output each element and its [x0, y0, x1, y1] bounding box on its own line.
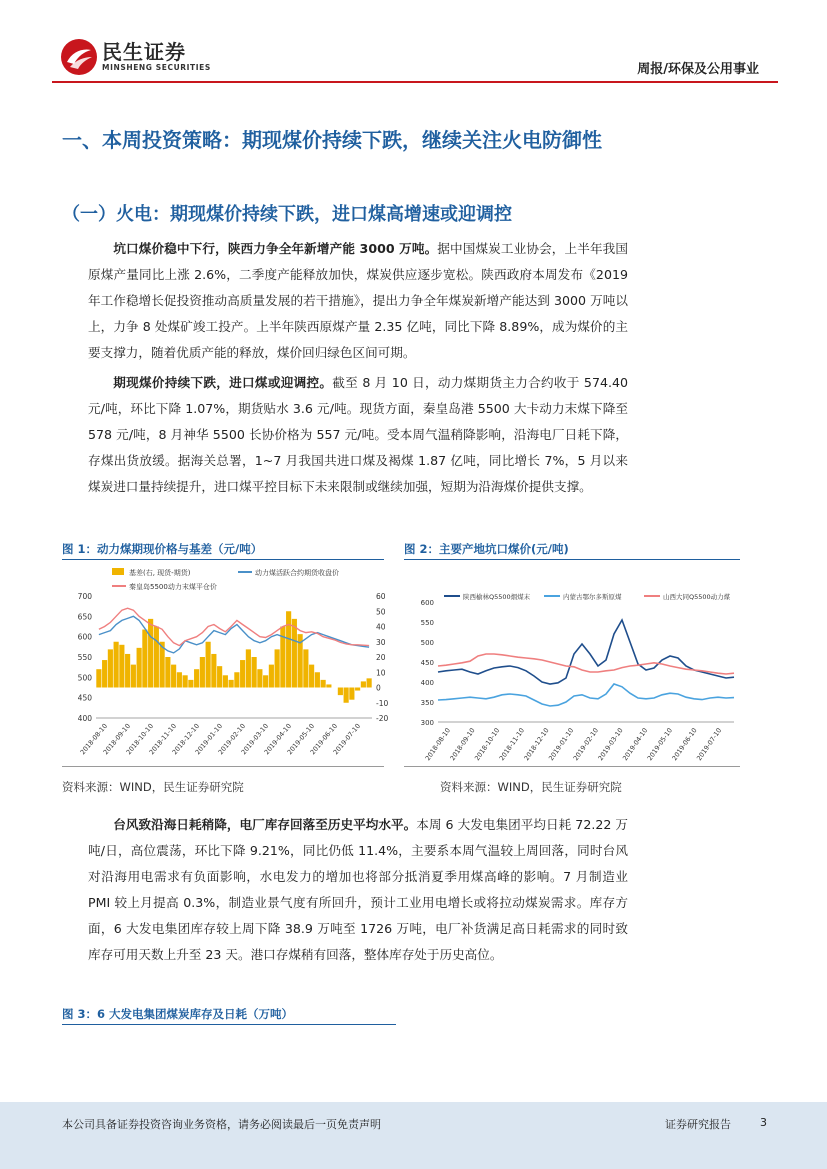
series-line-1: [99, 616, 369, 653]
figure-3-top-rule: [62, 1024, 396, 1025]
basis-bar: [194, 669, 199, 687]
series-line-2: [438, 654, 734, 674]
basis-bar: [171, 665, 176, 688]
logo-text-en: MINSHENG SECURITIES: [102, 63, 211, 72]
right-tick-label: 40: [376, 622, 386, 632]
basis-bar: [234, 672, 239, 687]
figure-1-bottom-rule: [62, 766, 384, 767]
basis-bar: [355, 688, 360, 691]
basis-bar: [246, 649, 251, 687]
y-tick-label: 300: [420, 719, 434, 727]
figure-2-bottom-rule: [404, 766, 740, 767]
x-tick-label: 2019-04-10: [262, 722, 294, 757]
basis-bar: [229, 680, 234, 688]
basis-bar: [142, 630, 147, 688]
basis-bar: [223, 675, 228, 687]
basis-bar: [102, 660, 107, 687]
logo-text-cn: 民生证券: [102, 40, 186, 64]
x-tick-label: 2019-05-10: [645, 726, 674, 762]
basis-bar: [303, 649, 308, 687]
left-tick-label: 400: [77, 714, 92, 723]
x-tick-label: 2019-07-10: [695, 726, 724, 762]
basis-bar: [183, 675, 188, 687]
basis-bar: [217, 666, 222, 687]
right-tick-label: 50: [376, 607, 386, 617]
page-footer: [0, 1102, 827, 1169]
right-tick-label: 30: [376, 637, 386, 647]
figure-1-source: 资料来源：WIND，民生证券研究院: [62, 780, 244, 794]
figure-1-svg: [62, 562, 392, 762]
x-tick-label: 2019-03-10: [596, 726, 625, 762]
legend-label-0: 陕西榆林Q5500烟煤末: [463, 593, 531, 601]
x-tick-label: 2018-08-10: [423, 726, 452, 762]
right-tick-label: 10: [376, 668, 386, 678]
subsection-title: （一）火电：期现煤价持续下跌，进口煤高增速或迎调控: [62, 204, 512, 225]
figure-2-chart: [404, 562, 740, 766]
basis-bar: [315, 672, 320, 687]
paragraph-1-body: 据中国煤炭工业协会，上半年我国原煤产量同比上涨 2.6%，二季度产能释放加快，煤炭供应逐步宽松。陕西政府本周发布《2019 年工作稳增长促投资推动高质量发展的若干措施》，提出力争全年煤炭新增产能达到 3000 万吨以上，力争 8 处煤矿竣工投产。上半年陕西原煤产量 2.35 亿吨，同比下降 8.89%，成为煤价的主要支撑力，随着优质产能的释放，煤价回归绿色区间可期。: [88, 241, 629, 360]
x-tick-label: 2019-03-10: [239, 722, 271, 757]
right-tick-label: -10: [376, 698, 389, 708]
left-tick-label: 600: [77, 632, 92, 642]
paragraph-3: [88, 812, 628, 968]
paragraph-2: [88, 370, 628, 500]
paragraph-1-lead: 坑口煤价稳中下行，陕西力争全年新增产能 3000 万吨。: [113, 241, 438, 256]
series-line-1: [438, 684, 734, 706]
basis-bar: [326, 684, 331, 687]
figure-2-svg: [404, 562, 740, 762]
report-type-label: 周报/环保及公用事业: [637, 62, 759, 77]
basis-bar: [114, 642, 119, 688]
y-tick-label: 350: [420, 699, 434, 707]
right-tick-label: 60: [376, 592, 386, 601]
basis-bar: [211, 654, 216, 688]
basis-bar: [154, 627, 159, 688]
page-header: [0, 0, 827, 84]
basis-bar: [344, 688, 349, 703]
x-tick-label: 2019-02-10: [216, 722, 248, 757]
x-tick-label: 2019-05-10: [285, 722, 317, 757]
basis-bar: [263, 675, 268, 687]
series-line-0: [438, 620, 734, 684]
left-tick-label: 700: [77, 592, 92, 601]
legend-swatch-0: [112, 568, 124, 575]
figure-1-title: 图 1：动力煤期现价格与基差（元/吨）: [62, 542, 263, 556]
x-tick-label: 2018-09-10: [101, 722, 133, 757]
x-tick-label: 2019-06-10: [308, 722, 340, 757]
x-tick-label: 2018-11-10: [147, 722, 179, 757]
figure-2-source: 资料来源：WIND，民生证券研究院: [440, 780, 622, 794]
x-tick-label: 2019-07-10: [331, 722, 363, 757]
x-tick-label: 2019-04-10: [621, 726, 650, 762]
legend-label-1: 内蒙古鄂尔多斯原煤: [563, 593, 622, 601]
basis-bar: [137, 648, 142, 688]
basis-bar: [206, 642, 211, 688]
figure-2-title: 图 2：主要产地坑口煤价(元/吨): [404, 542, 569, 556]
left-tick-label: 450: [77, 693, 92, 703]
basis-bar: [188, 680, 193, 688]
basis-bar: [165, 657, 170, 688]
x-tick-label: 2018-12-10: [170, 722, 202, 757]
paragraph-3-lead: 台风致沿海日耗稍降，电厂库存回落至历史平均水平。: [113, 817, 417, 832]
section-title: 一、本周投资策略：期现煤价持续下跌，继续关注火电防御性: [62, 128, 602, 152]
y-tick-label: 400: [420, 679, 434, 687]
basis-bar: [269, 665, 274, 688]
page-number: 3: [760, 1116, 767, 1129]
basis-bar: [275, 649, 280, 687]
basis-bar: [252, 657, 257, 688]
legend-label-1: 动力煤活跃合约期货收盘价: [255, 569, 339, 577]
basis-bar: [367, 678, 372, 687]
right-tick-label: -20: [376, 714, 389, 723]
x-tick-label: 2019-06-10: [670, 726, 699, 762]
basis-bar: [338, 688, 343, 696]
figure-1-top-rule: [62, 559, 384, 560]
company-logo: [60, 36, 210, 80]
y-tick-label: 450: [420, 659, 434, 667]
paragraph-2-lead: 期现煤价持续下跌，进口煤或迎调控。: [113, 375, 333, 390]
basis-bar: [200, 657, 205, 688]
logo-mark-icon: [60, 38, 98, 76]
figure-3-title: 图 3：6 大发电集团煤炭库存及日耗（万吨）: [62, 1007, 294, 1021]
x-tick-label: 2018-08-10: [78, 722, 110, 757]
x-tick-label: 2019-01-10: [193, 722, 225, 757]
figure-1-chart: [62, 562, 392, 766]
legend-label-2: 山西大同Q5500动力煤: [663, 593, 731, 601]
y-tick-label: 600: [420, 599, 434, 607]
x-tick-label: 2018-10-10: [473, 726, 502, 762]
legend-label-0: 基差(右, 现货-期货): [129, 569, 191, 577]
paragraph-1: [88, 236, 628, 366]
basis-bar: [257, 669, 262, 687]
left-tick-label: 500: [77, 673, 92, 683]
x-tick-label: 2018-11-10: [497, 726, 526, 762]
basis-bar: [292, 619, 297, 688]
left-tick-label: 650: [77, 612, 92, 622]
basis-bar: [148, 619, 153, 688]
x-tick-label: 2018-09-10: [448, 726, 477, 762]
basis-bar: [321, 680, 326, 688]
footer-disclaimer: 本公司具备证券投资咨询业务资格，请务必阅读最后一页免责声明: [62, 1118, 381, 1131]
legend-label-2: 秦皇岛5500动力末煤平仓价: [129, 583, 217, 591]
right-tick-label: 0: [376, 683, 381, 693]
left-tick-label: 550: [77, 653, 92, 662]
paragraph-3-body: 本周 6 大发电集团平均日耗 72.22 万吨/日，高位震荡，环比下降 9.21%，同比仍低 11.4%，主要系本周气温较上周回落，同时台风对沿海用电需求有负面影响，水电发力的增加也将部分抵消夏季用煤高峰的影响。7 月制造业 PMI 较上月提高 0.3%，制造业景气度有所回升，预计工业用电增长或将拉动煤炭需求。库存方面，6 大发电集团库存较上周下降 38.9 万吨至 1726 万吨，电厂补货满足高日耗需求的同时致库存可用天数上升至 23 天。港口存煤稍有回落，整体库存处于历史高位。: [88, 817, 628, 962]
basis-bar: [108, 649, 113, 687]
footer-report-label: 证券研究报告: [665, 1118, 731, 1131]
figure-2-top-rule: [404, 559, 740, 560]
paragraph-2-body: 截至 8 月 10 日，动力煤期货主力合约收于 574.40 元/吨，环比下降 1.07%，期货贴水 3.6 元/吨。现货方面，秦皇岛港 5500 大卡动力末煤下降至 578 元/吨，8 月神华 5500 长协价格为 557 元/吨。受本周气温稍降影响，沿海电厂日耗下降，存煤出货放缓。据海关总署，1~7 月我国共进口煤及褐煤 1.87 亿吨，同比增长 7%，5 月以来煤炭进口量持续提升，进口煤平控目标下未来限制或继续加强，短期为沿海煤价提供支撑。: [88, 375, 629, 494]
basis-bar: [119, 645, 124, 688]
basis-bar: [177, 672, 182, 687]
x-tick-label: 2018-10-10: [124, 722, 156, 757]
basis-bar: [309, 665, 314, 688]
x-tick-label: 2019-01-10: [547, 726, 576, 762]
x-tick-label: 2019-02-10: [571, 726, 600, 762]
header-divider: [52, 81, 778, 83]
y-tick-label: 500: [420, 639, 434, 647]
basis-bar: [240, 660, 245, 687]
right-tick-label: 20: [376, 653, 386, 662]
basis-bar: [361, 681, 366, 687]
basis-bar: [96, 669, 101, 687]
basis-bar: [286, 611, 291, 687]
basis-bar: [125, 654, 130, 688]
basis-bar: [131, 665, 136, 688]
basis-bar: [349, 688, 354, 700]
y-tick-label: 550: [420, 619, 434, 627]
x-tick-label: 2018-12-10: [522, 726, 551, 762]
